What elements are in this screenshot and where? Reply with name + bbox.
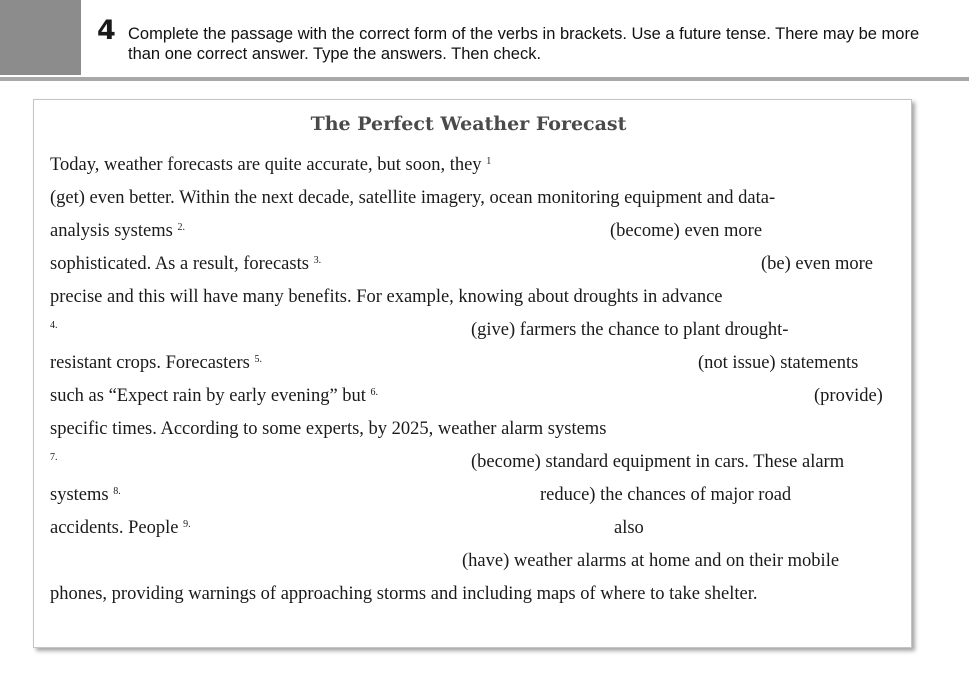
passage-line-8 [50, 386, 378, 407]
passage-text: (become) standard equipment in cars. These alarm [471, 452, 845, 472]
header-divider [0, 77, 969, 81]
passage-line-11 [50, 485, 121, 506]
passage-title: The Perfect Weather Forecast [310, 113, 627, 135]
passage-text: systems [50, 485, 109, 505]
passage-text: (become) even more [610, 221, 763, 241]
passage-text: also [614, 518, 644, 538]
gap-number-5: 5. [254, 354, 262, 365]
passage-text: accidents. People [50, 518, 179, 538]
passage-line-1 [50, 155, 491, 176]
gap-number-7: 7. [50, 452, 58, 463]
passage-line-7 [50, 353, 262, 374]
passage-text: (not issue) statements [698, 353, 859, 373]
gap-number-9: 9. [183, 519, 191, 530]
passage-text: (give) farmers the chance to plant drought- [471, 320, 789, 340]
exercise-number-block [0, 0, 81, 75]
passage-text: (have) weather alarms at home and on their mobile [462, 551, 840, 571]
passage-text: Today, weather forecasts are quite accurate, but soon, they [50, 155, 482, 175]
passage-line-3 [50, 221, 185, 242]
passage-text: such as “Expect rain by early evening” but [50, 386, 366, 406]
passage-line-4 [50, 254, 321, 275]
passage-text: reduce) the chances of major road [540, 485, 792, 505]
passage-line-5: precise and this will have many benefits. For example, knowing about droughts in advance [50, 287, 723, 307]
exercise-instructions: Complete the passage with the correct form of the verbs in brackets. Use a future tense. There may be more than one correct answer. Type the answers. Then check. [128, 25, 920, 63]
gap-number-2: 2. [177, 222, 185, 233]
gap-number-6: 6. [370, 387, 379, 398]
gap-number-3: 3. [313, 255, 322, 266]
passage-text: sophisticated. As a result, forecasts [50, 254, 309, 274]
passage-text: (provide) [814, 386, 883, 406]
passage-line-2: (get) even better. Within the next decade, satellite imagery, ocean monitoring equipment and data- [50, 188, 776, 208]
passage-line-12 [50, 518, 191, 539]
passage-text: (be) even more [761, 254, 873, 274]
gap-number-1: 1 [486, 156, 492, 167]
passage-text: resistant crops. Forecasters [50, 353, 250, 373]
passage-line-9: specific times. According to some experts, by 2025, weather alarm systems [50, 419, 607, 439]
gap-number-4: 4. [50, 320, 58, 331]
exercise-number: 4 [97, 15, 116, 46]
passage-text: analysis systems [50, 221, 173, 241]
gap-number-8: 8. [113, 486, 121, 497]
passage-line-14: phones, providing warnings of approaching storms and including maps of where to take shelter. [50, 584, 758, 604]
